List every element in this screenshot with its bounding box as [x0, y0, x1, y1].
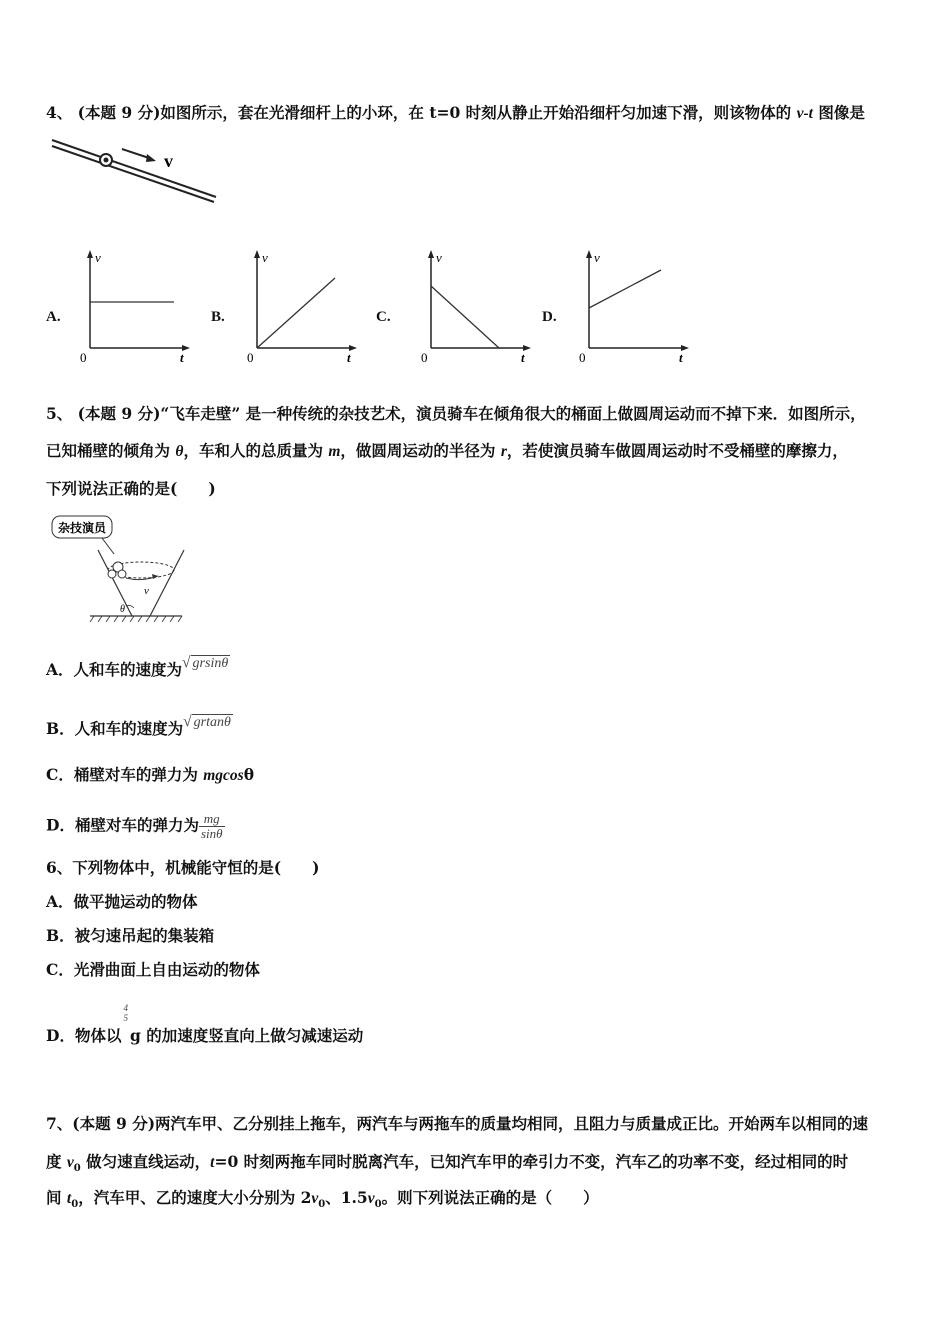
q5-opt-b-sqrt: √ grtanθ — [183, 713, 231, 730]
q4-graph-b-origin: 0 — [247, 350, 254, 365]
q6-opt-d-b: 的加速度竖直向上做匀减速运动 — [140, 1026, 364, 1045]
q6-option-b[interactable]: B．被匀速吊起的集装箱 — [46, 926, 215, 945]
q7-t0: t — [66, 1190, 72, 1207]
q7-stem-line1: 7、(本题 9 分)两汽车甲、乙分别挂上拖车，两汽车与两拖车的质量均相同，且阻力与质量成正比。开始两车以相同的速 — [46, 1114, 869, 1133]
q4-graph-d-line — [589, 270, 661, 308]
q7-stem-line3 — [46, 1188, 599, 1215]
q5-opt-d-den: sinθ — [200, 826, 223, 841]
q4-graph-c — [417, 248, 537, 366]
q7-l2-c: =0 时刻两拖车同时脱离汽车，已知汽车甲的牵引力不变，汽车乙的功率不变，经过相同的时 — [214, 1152, 849, 1171]
q6-option-d[interactable] — [46, 1003, 364, 1047]
q5-stem-line2 — [46, 441, 848, 462]
q4-graph-d — [575, 248, 695, 366]
q5-opt-c-theta: θ — [243, 765, 255, 784]
q4-graph-a-origin: 0 — [80, 350, 87, 365]
q4-graph-a-t: t — [180, 350, 184, 365]
q5-opt-d-text: D．桶壁对车的弹力为 — [46, 815, 199, 835]
q5-opt-c-text: C．桶壁对车的弹力为 — [46, 765, 204, 784]
q5-option-c[interactable] — [46, 765, 254, 786]
q7-l3-a: 间 — [46, 1188, 67, 1207]
q5-fig-label: 杂技演员 — [58, 521, 107, 535]
q6-opt-d-den: 5 — [123, 1013, 128, 1023]
q7-stem-line2 — [46, 1152, 848, 1179]
q6-option-c[interactable]: C．光滑曲面上自由运动的物体 — [46, 960, 260, 979]
q4-graph-b-t: t — [347, 350, 351, 365]
q6-opt-d-num: 4 — [123, 1003, 128, 1013]
q5-opt-d-num: mg — [199, 812, 225, 827]
q7-v0: v — [66, 1154, 74, 1171]
q5-opt-c-math: mgcos — [203, 767, 244, 784]
q4-graph-c-line — [431, 286, 499, 348]
q4-graph-c-v: v — [436, 250, 442, 265]
q5-opt-d-fraction — [199, 812, 225, 841]
q4-opt-a-label[interactable]: A. — [46, 309, 61, 325]
q5-l2-c: ，做圆周运动的半径为 — [340, 441, 501, 460]
q5-fig-theta: θ — [120, 604, 125, 615]
q4-graph-c-t: t — [521, 350, 525, 365]
q7-t: t — [210, 1154, 215, 1171]
q4-opt-d-label[interactable]: D. — [542, 309, 557, 325]
q5-opt-b-text: B．人和车的速度为 — [46, 719, 184, 738]
q5-r: r — [500, 443, 507, 460]
q7-v0-b: v — [367, 1190, 375, 1207]
q7-v0-a: v — [311, 1190, 319, 1207]
q7-l2-b: 做匀速直线运动， — [80, 1152, 211, 1171]
q5-opt-a-sqrt: √ grsinθ — [182, 654, 229, 671]
q5-opt-a-math: grsinθ — [192, 656, 229, 671]
q5-m: m — [328, 443, 341, 460]
q7-v0-a-sub: 0 — [318, 1199, 326, 1211]
q5-opt-b-math: grtanθ — [193, 715, 231, 730]
q5-opt-a-text: A．人和车的速度为 — [46, 660, 183, 679]
q7-l3-c: 、1.5 — [325, 1188, 368, 1207]
q4-opt-c-label[interactable]: C. — [376, 309, 391, 325]
q4-ring-rod-figure — [50, 135, 220, 205]
q7-v0-sub: 0 — [73, 1163, 81, 1175]
q4-graph-d-origin: 0 — [579, 350, 586, 365]
q5-theta: θ — [175, 443, 184, 460]
q5-funnel-figure — [50, 512, 190, 624]
q4-graph-b-v: v — [262, 250, 268, 265]
q6-opt-d-g: g — [129, 1026, 141, 1045]
q5-option-a[interactable] — [46, 654, 230, 682]
q4-graph-b — [243, 248, 363, 366]
q5-stem-line1: 5、 (本题 9 分)“飞车走壁” 是一种传统的杂技艺术，演员骑车在倾角很大的桶面上做圆周运动而不掉下来．如图所示， — [46, 404, 866, 423]
q4-graph-b-line — [257, 278, 335, 348]
q5-option-d[interactable] — [46, 812, 225, 841]
q4-stem — [46, 103, 865, 124]
q4-graph-a-v: v — [95, 250, 101, 265]
q4-stem-prefix: 4、 (本题 9 分)如图所示，套在光滑细杆上的小环，在 t=0 时刻从静止开始沿细杆匀加速下滑，则该物体的 — [46, 103, 797, 122]
q6-stem: 6、下列物体中，机械能守恒的是( ) — [46, 858, 320, 877]
q5-l2-b: ，车和人的总质量为 — [183, 441, 329, 460]
q7-t0-sub: 0 — [71, 1199, 79, 1211]
q5-option-b[interactable] — [46, 713, 233, 741]
q6-option-a[interactable]: A．做平抛运动的物体 — [46, 892, 198, 911]
q7-v0-b-sub: 0 — [374, 1199, 382, 1211]
q4-graph-a — [76, 248, 196, 366]
q4-opt-b-label[interactable]: B. — [211, 309, 225, 325]
q7-l3-b: ，汽车甲、乙的速度大小分别为 2 — [78, 1188, 312, 1207]
q4-stem-suffix: 图像是 — [812, 103, 865, 122]
q4-graph-c-origin: 0 — [421, 350, 428, 365]
q4-graph-d-v: v — [594, 250, 600, 265]
q5-l2-d: ，若使演员骑车做圆周运动时不受桶壁的摩擦力， — [506, 441, 848, 460]
q7-l3-d: 。则下列说法正确的是（ ） — [381, 1188, 599, 1207]
q6-opt-d-fraction — [121, 1003, 130, 1023]
q7-l2-a: 度 — [46, 1152, 67, 1171]
q4-vt-label: v-t — [796, 105, 813, 122]
q5-l2-a: 已知桶壁的倾角为 — [46, 441, 176, 460]
q4-graph-d-t: t — [679, 350, 683, 365]
q4-fig-v: v — [164, 151, 173, 171]
q5-stem-line3: 下列说法正确的是( ) — [46, 479, 216, 498]
q6-opt-d-a: D．物体以 — [46, 1026, 122, 1045]
q5-fig-v: v — [144, 585, 149, 597]
